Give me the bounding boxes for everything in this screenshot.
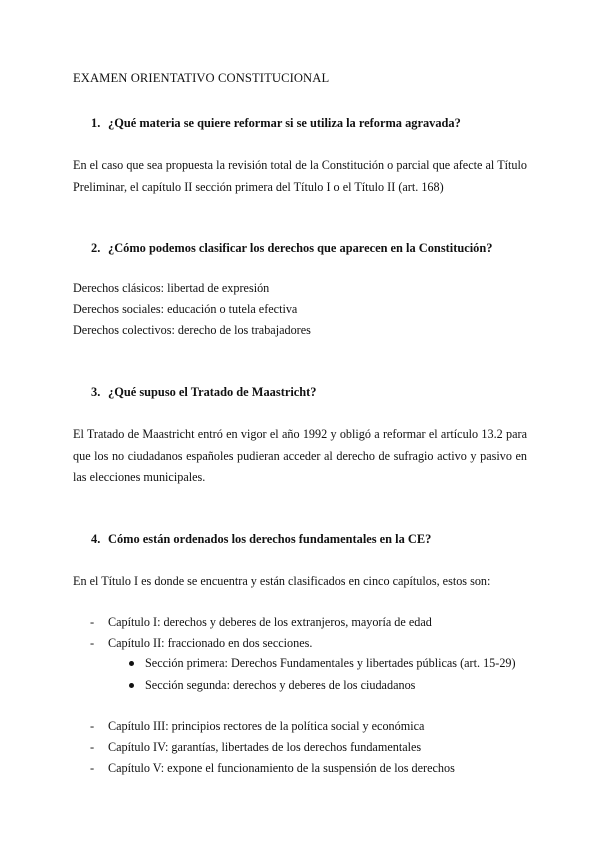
chapter-item: Capítulo V: expone el funcionamiento de la suspensión de los derechos <box>108 761 455 775</box>
dash-marker: - <box>90 636 95 650</box>
dash-marker: - <box>90 740 95 754</box>
bullet-icon <box>129 661 134 666</box>
answer-line: Derechos clásicos: libertad de expresión <box>73 281 270 295</box>
answer-line: Derechos sociales: educación o tutela efectiva <box>73 302 298 316</box>
answer-line: En el caso que sea propuesta la revisión total de la Constitución o parcial que afecte al Título <box>73 158 527 172</box>
bullet-icon <box>129 683 134 688</box>
answer-line: Preliminar, el capítulo II sección primera del Título I o el Título II (art. 168) <box>73 180 444 194</box>
chapter-item: Capítulo IV: garantías, libertades de los derechos fundamentales <box>108 740 422 754</box>
question-number: 3. <box>91 385 101 399</box>
dash-marker: - <box>90 761 95 775</box>
answer-line: El Tratado de Maastricht entró en vigor el año 1992 y obligó a reformar el artículo 13.2 para <box>73 427 527 441</box>
chapter-item: Capítulo II: fraccionado en dos secciones. <box>108 636 313 650</box>
answer-intro: En el Título I es donde se encuentra y están clasificados en cinco capítulos, estos son: <box>73 574 491 588</box>
question-number: 1. <box>91 116 101 130</box>
chapter-item: Capítulo III: principios rectores de la política social y económica <box>108 719 425 733</box>
document-title: EXAMEN ORIENTATIVO CONSTITUCIONAL <box>73 71 330 85</box>
question-number: 2. <box>91 241 101 255</box>
dash-marker: - <box>90 615 95 629</box>
question-heading: Cómo están ordenados los derechos fundamentales en la CE? <box>108 532 432 546</box>
answer-line: que los no ciudadanos españoles pudieran acceder al derecho de sufragio activo y pasivo en <box>73 449 527 463</box>
answer-line: las elecciones municipales. <box>73 470 206 484</box>
section-item: Sección segunda: derechos y deberes de los ciudadanos <box>145 678 416 692</box>
section-item: Sección primera: Derechos Fundamentales y libertades públicas (art. 15-29) <box>145 656 516 670</box>
question-heading: ¿Qué materia se quiere reformar si se utiliza la reforma agravada? <box>108 116 461 130</box>
answer-line: Derechos colectivos: derecho de los trabajadores <box>73 323 311 337</box>
chapter-item: Capítulo I: derechos y deberes de los extranjeros, mayoría de edad <box>108 615 432 629</box>
question-number: 4. <box>91 532 101 546</box>
question-heading: ¿Qué supuso el Tratado de Maastricht? <box>108 385 317 399</box>
question-heading: ¿Cómo podemos clasificar los derechos que aparecen en la Constitución? <box>108 241 493 255</box>
dash-marker: - <box>90 719 95 733</box>
